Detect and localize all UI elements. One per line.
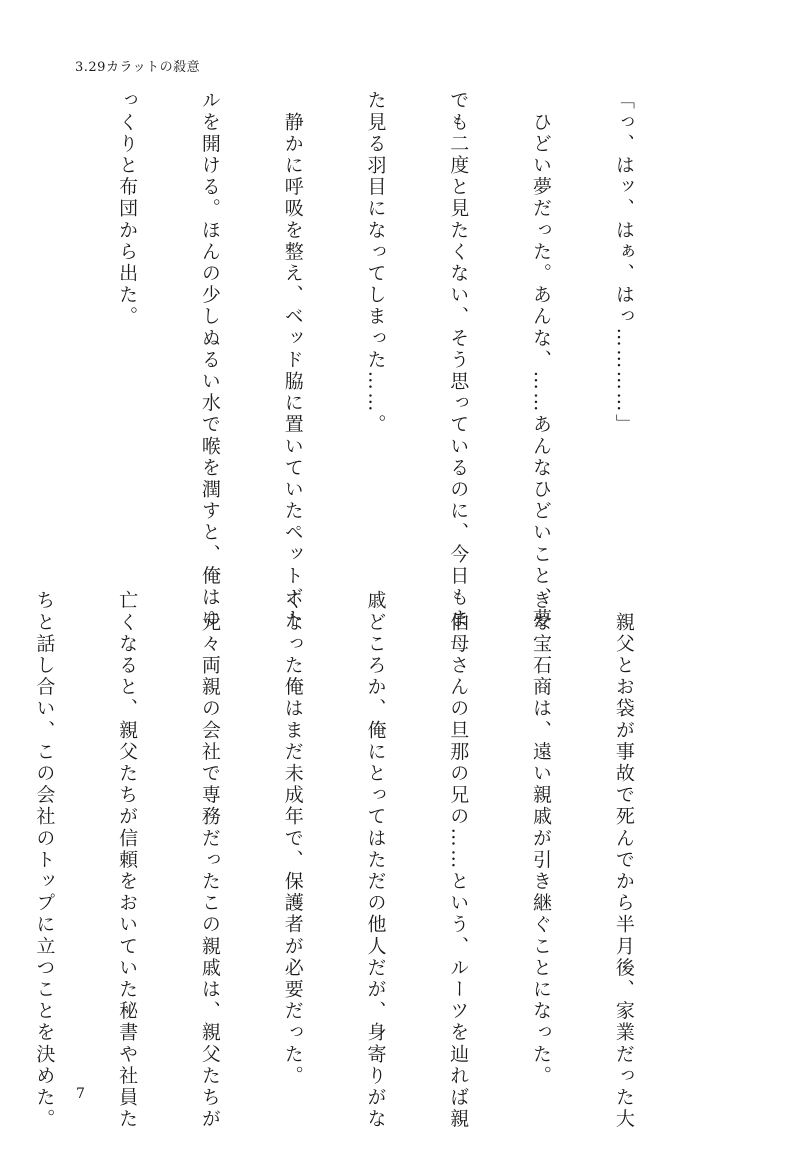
text-line: でも二度と見たくない、そう思っているのに、今日もま bbox=[447, 90, 470, 630]
text-line: 亡くなると、親父たちが信頼をおいていた秘書や社員た bbox=[116, 590, 139, 1130]
text-line: ひどい夢だった。あんな、……あんなひどいこと、夢 bbox=[530, 90, 553, 630]
text-line: きな宝石商は、遠い親戚が引き継ぐことになった。 bbox=[530, 590, 553, 1087]
text-line: ちと話し合い、この会社のトップに立つことを決めた。 bbox=[33, 590, 56, 1130]
page-number: 7 bbox=[76, 1086, 85, 1102]
text-line: 伯母さんの旦那の兄の……という、ルーツを辿れば親 bbox=[447, 590, 470, 1130]
text-line: 元々両親の会社で専務だったこの親戚は、親父たちが bbox=[198, 590, 221, 1130]
text-line: 親父とお袋が事故で死んでから半月後、家業だった大 bbox=[612, 590, 635, 1130]
text-line: ルを開ける。ほんの少しぬるい水で喉を潤すと、俺はゆ bbox=[198, 90, 221, 630]
text-line: た見る羽目になってしまった……。 bbox=[364, 90, 387, 436]
text-line: っくりと布団から出た。 bbox=[116, 90, 139, 328]
text-line: 静かに呼吸を整え、ベッド脇に置いていたペットボト bbox=[281, 90, 304, 630]
text-line: くなった俺はまだ未成年で、保護者が必要だった。 bbox=[281, 590, 304, 1087]
upper-text-block bbox=[0, 90, 692, 630]
text-line: 「っ、はッ、はぁ、はっ…………」 bbox=[612, 90, 635, 436]
text-line: 戚どころか、俺にとってはただの他人だが、身寄りがな bbox=[364, 590, 387, 1130]
running-header: 3.29カラットの殺意 bbox=[75, 60, 201, 75]
lower-text-block bbox=[0, 590, 692, 1130]
